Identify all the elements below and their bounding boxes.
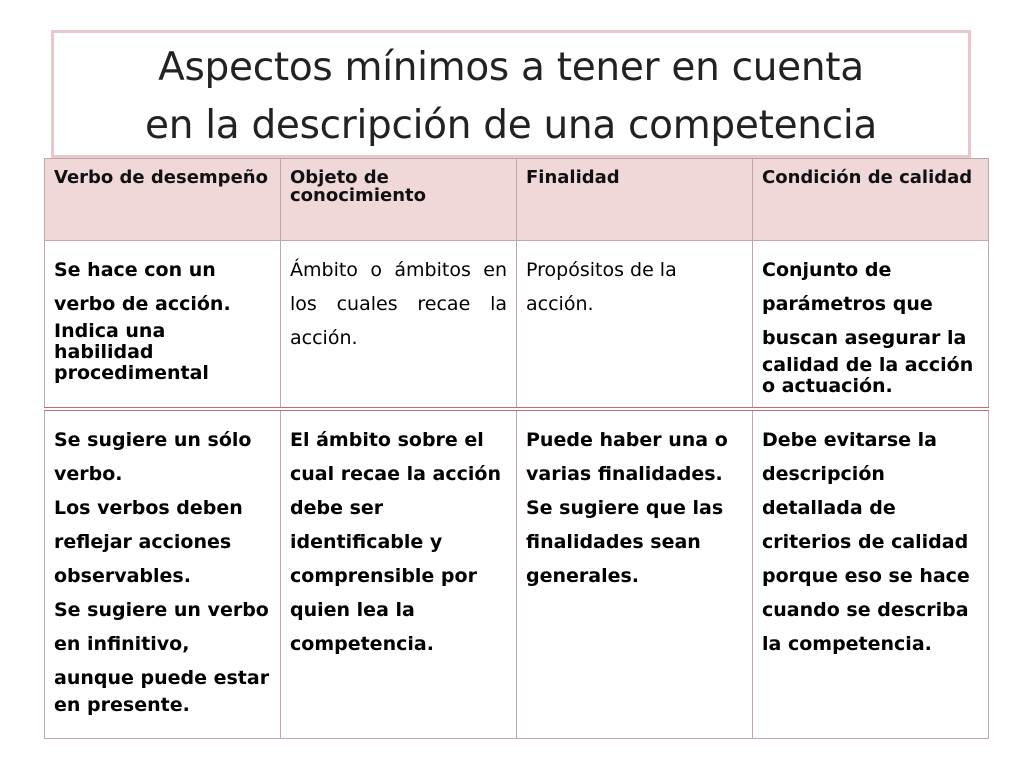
verbo-guide-p1: Se sugiere un sólo verbo.	[54, 428, 252, 485]
header-objeto: Objeto de conocimiento	[281, 159, 517, 241]
table-row	[45, 409, 989, 739]
verbo-def-line-3: Indica una habilidad procedimental	[54, 320, 209, 384]
condicion-def-line-2: parámetros que	[762, 293, 933, 315]
verbo-guide-p3: Se sugiere un verbo en infinitivo, aunque puede estar	[54, 598, 270, 689]
table-header-row	[45, 159, 989, 241]
title-line-2: en la descripción de una competencia	[145, 103, 877, 148]
verbo-guide-p2: Los verbos deben reflejar acciones observables.	[54, 496, 243, 587]
cell-condicion-guidance: Debe evitarse la descripción detallada de criterios de calidad porque eso se hace cuando se describa la competencia.	[753, 409, 989, 739]
table-row	[45, 241, 989, 409]
header-condicion: Condición de calidad	[753, 159, 989, 241]
cell-verbo-definition	[45, 241, 281, 409]
cell-verbo-guidance	[45, 409, 281, 739]
condicion-def-line-3: buscan asegurar la	[762, 327, 967, 349]
verbo-def-line-1: Se hace con un	[54, 259, 216, 281]
finalidad-guide-p1: Puede haber una o varias finalidades.	[526, 428, 728, 485]
verbo-def-line-2: verbo de acción.	[54, 293, 231, 315]
cell-objeto-definition: Ámbito o ámbitos en los cuales recae la acción.	[281, 241, 517, 409]
header-verbo: Verbo de desempeño	[45, 159, 281, 241]
cell-finalidad-definition: Propósitos de la acción.	[517, 241, 753, 409]
condicion-def-line-1: Conjunto de	[762, 259, 892, 281]
cell-finalidad-guidance	[517, 409, 753, 739]
title-line-1: Aspectos mínimos a tener en cuenta	[158, 45, 864, 90]
cell-condicion-definition	[753, 241, 989, 409]
header-finalidad: Finalidad	[517, 159, 753, 241]
verbo-guide-p4: en presente.	[54, 693, 190, 716]
slide-title	[51, 30, 971, 158]
competency-table	[44, 158, 989, 739]
cell-objeto-guidance: El ámbito sobre el cual recae la acción debe ser identificable y comprensible por quien lea la competencia.	[281, 409, 517, 739]
condicion-def-line-4: calidad de la acción o actuación.	[762, 354, 974, 397]
finalidad-guide-p2: Se sugiere que las finalidades sean generales.	[526, 496, 724, 587]
